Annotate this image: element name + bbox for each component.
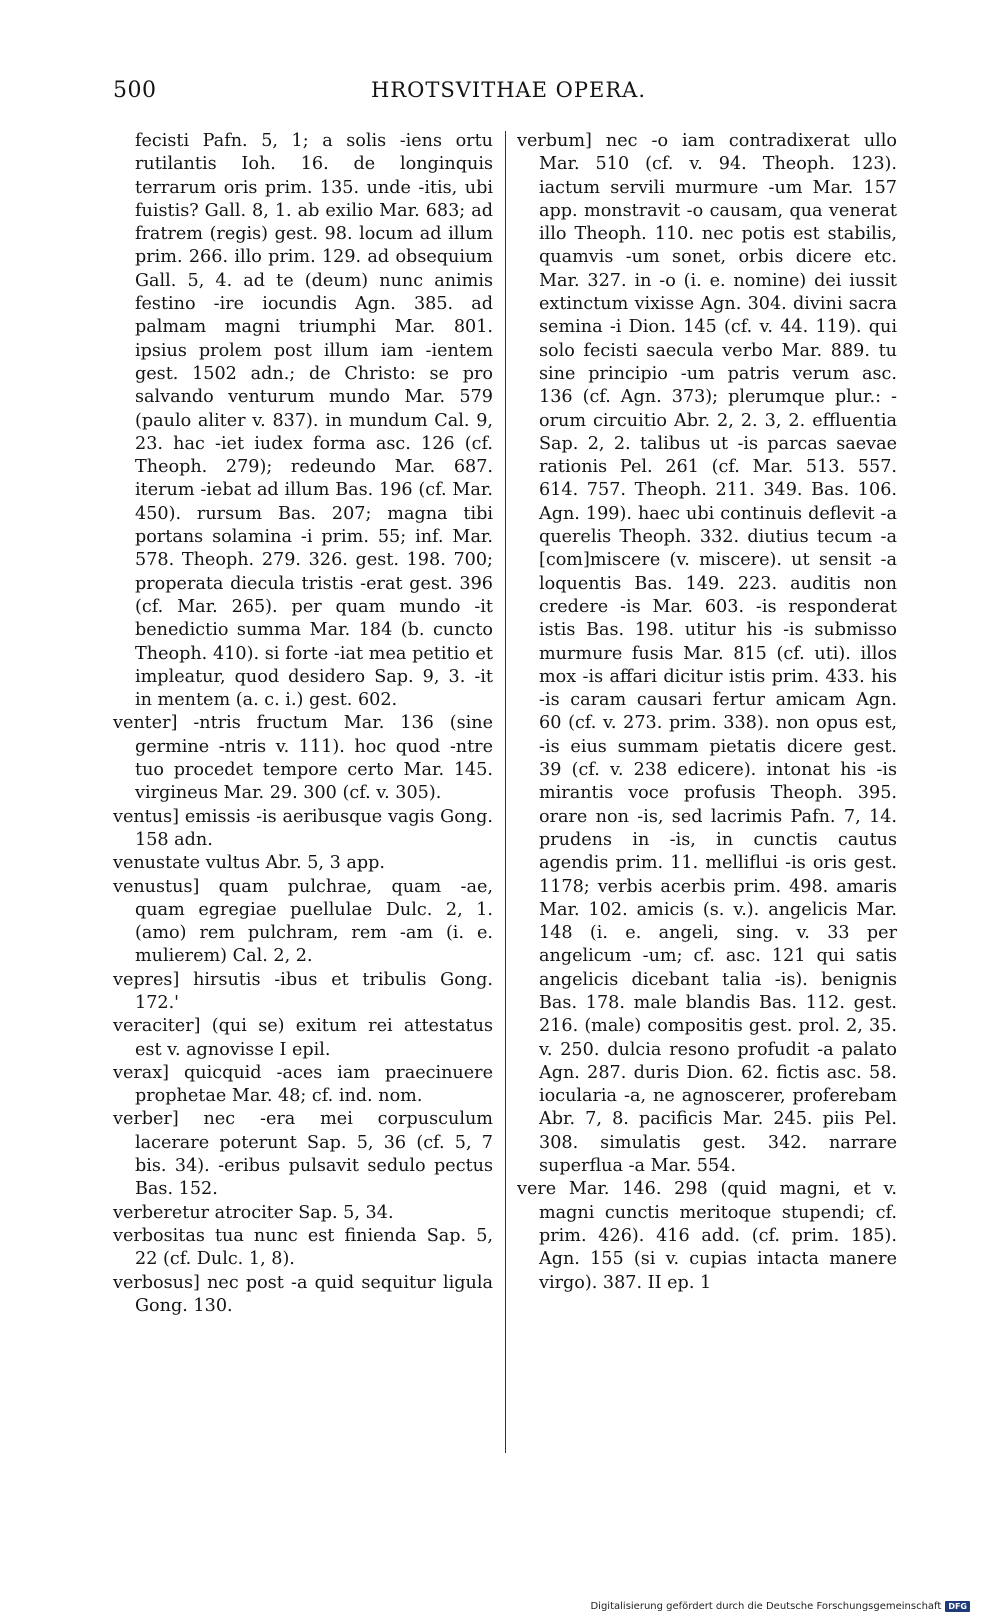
page-footer — [590, 1601, 970, 1612]
running-title: HROTSVITHAE OPERA. — [371, 78, 647, 102]
dictionary-entry: venustate vultus Abr. 5, 3 app. — [113, 853, 385, 874]
dictionary-entry: vepres] hirsutis -ibus et tribulis Gong. 172.' — [113, 969, 493, 1013]
dictionary-entry: venter] -ntris fructum Mar. 136 (sine germine -ntris v. 111). hoc quod -ntre tuo procedet tempore certo Mar. 145. virgineus Mar. 29. 300 (cf. v. 305). — [113, 713, 493, 804]
dictionary-entry: verbositas tua nunc est finienda Sap. 5, 22 (cf. Dulc. 1, 8). — [113, 1225, 493, 1270]
page-number: 500 — [113, 78, 157, 103]
dictionary-entry: vere Mar. 146. 298 (quid magni, et v. magni cunctis meritoque stupendi; cf. prim. 426). 416 add. (cf. prim. 185). Agn. 155 (si v. cupias intacta manere virgo). 387. II ep. 1 — [517, 1179, 897, 1293]
dictionary-entry: ventus] emissis -is aeribusque vagis Gong. 158 adn. — [113, 806, 493, 850]
dictionary-entry: fecisti Pafn. 5, 1; a solis -iens ortu rutilantis Ioh. 16. de longinquis terrarum oris prim. 135. unde -itis, ubi fuistis? Gall. 8, 1. ab exilio Mar. 683; ad fratrem (regis) gest. 98. locum ad illum prim. 266. illo prim. 129. ad obsequium Gall. 5, 4. ad te (deum) nunc animis festino -ire iocundis Agn. 385. ad palmam magni triumphi Mar. 801. ipsius prolem post illum iam -ientem gest. 1502 adn.; de Christo: se pro salvando venturum mundo Mar. 579 (paulo aliter v. 837). in mundum Cal. 9, 23. hac -iet iudex forma asc. 126 (cf. Theoph. 279); redeundo Mar. 687. iterum -iebat ad illum Bas. 196 (cf. Mar. 450). rursum Bas. 207; magna tibi portans solamina -i prim. 55; inf. Mar. 578. Theoph. 279. 326. gest. 198. 700; properata diecula tristis -erat gest. 396 (cf. Mar. 265). per quam mundo -it benedictio summa Mar. 184 (b. cuncto Theoph. 410). si forte -iat mea petitio et impleatur, quod desidero Sap. 9, 3. -it in mentem (a. c. i.) gest. 602. — [135, 131, 493, 711]
dictionary-entry: verbum] nec -o iam contradixerat ullo Mar. 510 (cf. v. 94. Theoph. 123). iactum servili murmure -um Mar. 157 app. monstravit -o causam, qua venerat illo Theoph. 110. nec potis est stabilis, quamvis -um sonet, orbis dicere etc. Mar. 327. in -o (i. e. nomine) dei iussit extinctum vixisse Agn. 304. divini sacra semina -i Dion. 145 (cf. v. 44. 119). qui solo fecisti saecula verbo Mar. 889. tu sine principio -um patris verum asc. 136 (cf. Agn. 373); plerumque plur.: -orum circuitio Abr. 2, 2. 3, 2. effluentia Sap. 2, 2. talibus ut -is parcas saevae rationis Pel. 261 (cf. Mar. 513. 557. 614. 757. Theoph. 211. 349. Bas. 106. Agn. 199). haec ubi continuis deflevit -a querelis Theoph. 332. diutius tecum -a [com]miscere (v. miscere). ut sensit -a loquentis Bas. 149. 223. auditis non credere -is Mar. 603. -is responderat istis Bas. 198. utitur his -is submisso murmure fusis Mar. 815 (cf. uti). illos mox -is affari dicitur istis prim. 433. his -is caram causari fertur amicam Agn. 60 (cf. v. 273. prim. 338). non opus est, -is eius summam pietatis dicere gest. 39 (cf. v. 238 edicere). intonat his -is mirantis voce profusis Theoph. 395. orare non -is, sed lacrimis Pafn. 7, 14. prudens in -is, in cunctis cautus agendis prim. 11. melliflui -is oris gest. 1178; verbis acerbis prim. 498. amaris Mar. 102. amicis (s. v.). angelicis Mar. 148 (i. e. angeli, sing. v. 33 per angelicum -um; cf. asc. 121 qui satis angelicis dicebant talia -is). benignis Bas. 178. male blandis Bas. 112. gest. 216. (male) compositis gest. prol. 2, 35. v. 250. dulcia resono profudit -a palato Agn. 287. duris Dion. 62. fictis asc. 58. iocularia -a, ne agnoscerer, proferebam Abr. 7, 8. pacificis Mar. 245. piis Pel. 308. simulatis gest. 342. narrare superflua -a Mar. 554. — [517, 131, 897, 1177]
column-divider — [505, 131, 506, 1453]
right-column — [517, 130, 897, 1295]
dictionary-entry: verber] nec -era mei corpusculum lacerare poterunt Sap. 5, 36 (cf. 5, 7 bis. 34). -eribus pulsavit sedulo pectus Bas. 152. — [113, 1109, 493, 1200]
page-header — [113, 78, 648, 114]
left-column — [113, 130, 493, 1318]
dictionary-entry: veraciter] (qui se) exitum rei attestatus est v. agnovisse I epil. — [113, 1016, 493, 1060]
dfg-logo: DFG — [945, 1601, 970, 1612]
dictionary-entry: venustus] quam pulchrae, quam -ae, quam egregiae puellulae Dulc. 2, 1. (amo) rem pulchram, rem -am (i. e. mulierem) Cal. 2, 2. — [113, 876, 493, 967]
dictionary-entry: verberetur atrociter Sap. 5, 34. — [113, 1202, 394, 1223]
dictionary-entry: verax] quicquid -aces iam praecinuere prophetae Mar. 48; cf. ind. nom. — [113, 1062, 493, 1107]
dictionary-entry: verbosus] nec post -a quid sequitur ligula Gong. 130. — [113, 1272, 493, 1316]
digitization-note: Digitalisierung gefördert durch die Deutsche Forschungsgemeinschaft — [590, 1601, 942, 1612]
